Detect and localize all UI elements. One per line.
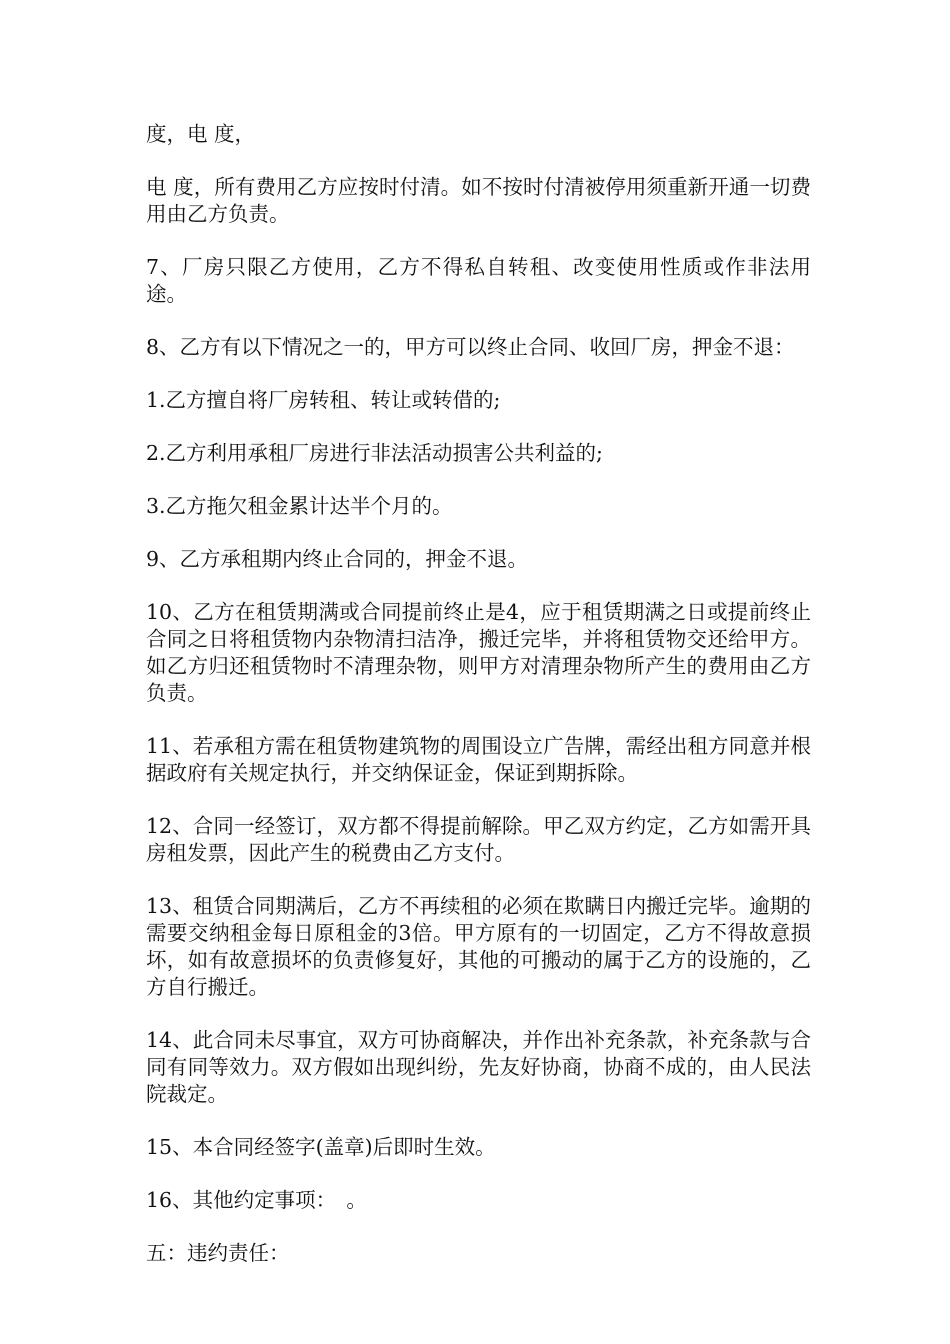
clause-7: 7、厂房只限乙方使用，乙方不得私自转租、改变使用性质或作非法用途。 [146, 255, 811, 306]
paragraph-fees: 电 度，所有费用乙方应按时付清。如不按时付清被停用须重新开通一切费用由乙方负责。 [146, 175, 811, 226]
clause-8-item-1: 1.乙方擅自将厂房转租、转让或转借的; [146, 388, 501, 412]
clause-10: 10、乙方在租赁期满或合同提前终止是4，应于租赁期满之日或提前终止合同之日将租赁物内杂物清扫洁净，搬迁完毕，并将租赁物交还给甲方。如乙方归还租赁物时不清理杂物，则甲方对清理杂物所产生的费用由乙方负责。 [146, 600, 811, 705]
clause-11: 11、若承租方需在租赁物建筑物的周围设立广告牌，需经出租方同意并根据政府有关规定执行，并交纳保证金，保证到期拆除。 [146, 734, 811, 785]
document-body [146, 121, 811, 1293]
clause-16: 16、其他约定事项： 。 [146, 1188, 367, 1212]
clause-13: 13、租赁合同期满后，乙方不再续租的必须在欺瞒日内搬迁完毕。逾期的需要交纳租金每日原租金的3倍。甲方原有的一切固定，乙方不得故意损坏，如有故意损坏的负责修复好，其他的可搬动的属于乙方的设施的，乙方自行搬迁。 [146, 894, 811, 999]
paragraph-meter-readings: 度，电 度， [146, 122, 256, 146]
clause-8: 8、乙方有以下情况之一的，甲方可以终止合同、收回厂房，押金不退： [146, 335, 795, 359]
clause-8-item-3: 3.乙方拖欠租金累计达半个月的。 [146, 494, 453, 518]
clause-9: 9、乙方承租期内终止合同的，押金不退。 [146, 547, 529, 571]
section-heading-breach: 五：违约责任： [146, 1241, 290, 1265]
clause-15: 15、本合同经签字(盖章)后即时生效。 [146, 1135, 496, 1159]
clause-14: 14、此合同未尽事宜，双方可协商解决，并作出补充条款，补充条款与合同有同等效力。双方假如出现纠纷，先友好协商，协商不成的，由人民法院裁定。 [146, 1028, 811, 1106]
clause-8-item-2: 2.乙方利用承租厂房进行非法活动损害公共利益的; [146, 441, 603, 465]
clause-12: 12、合同一经签订，双方都不得提前解除。甲乙双方约定，乙方如需开具房租发票，因此产生的税费由乙方支付。 [146, 814, 811, 865]
